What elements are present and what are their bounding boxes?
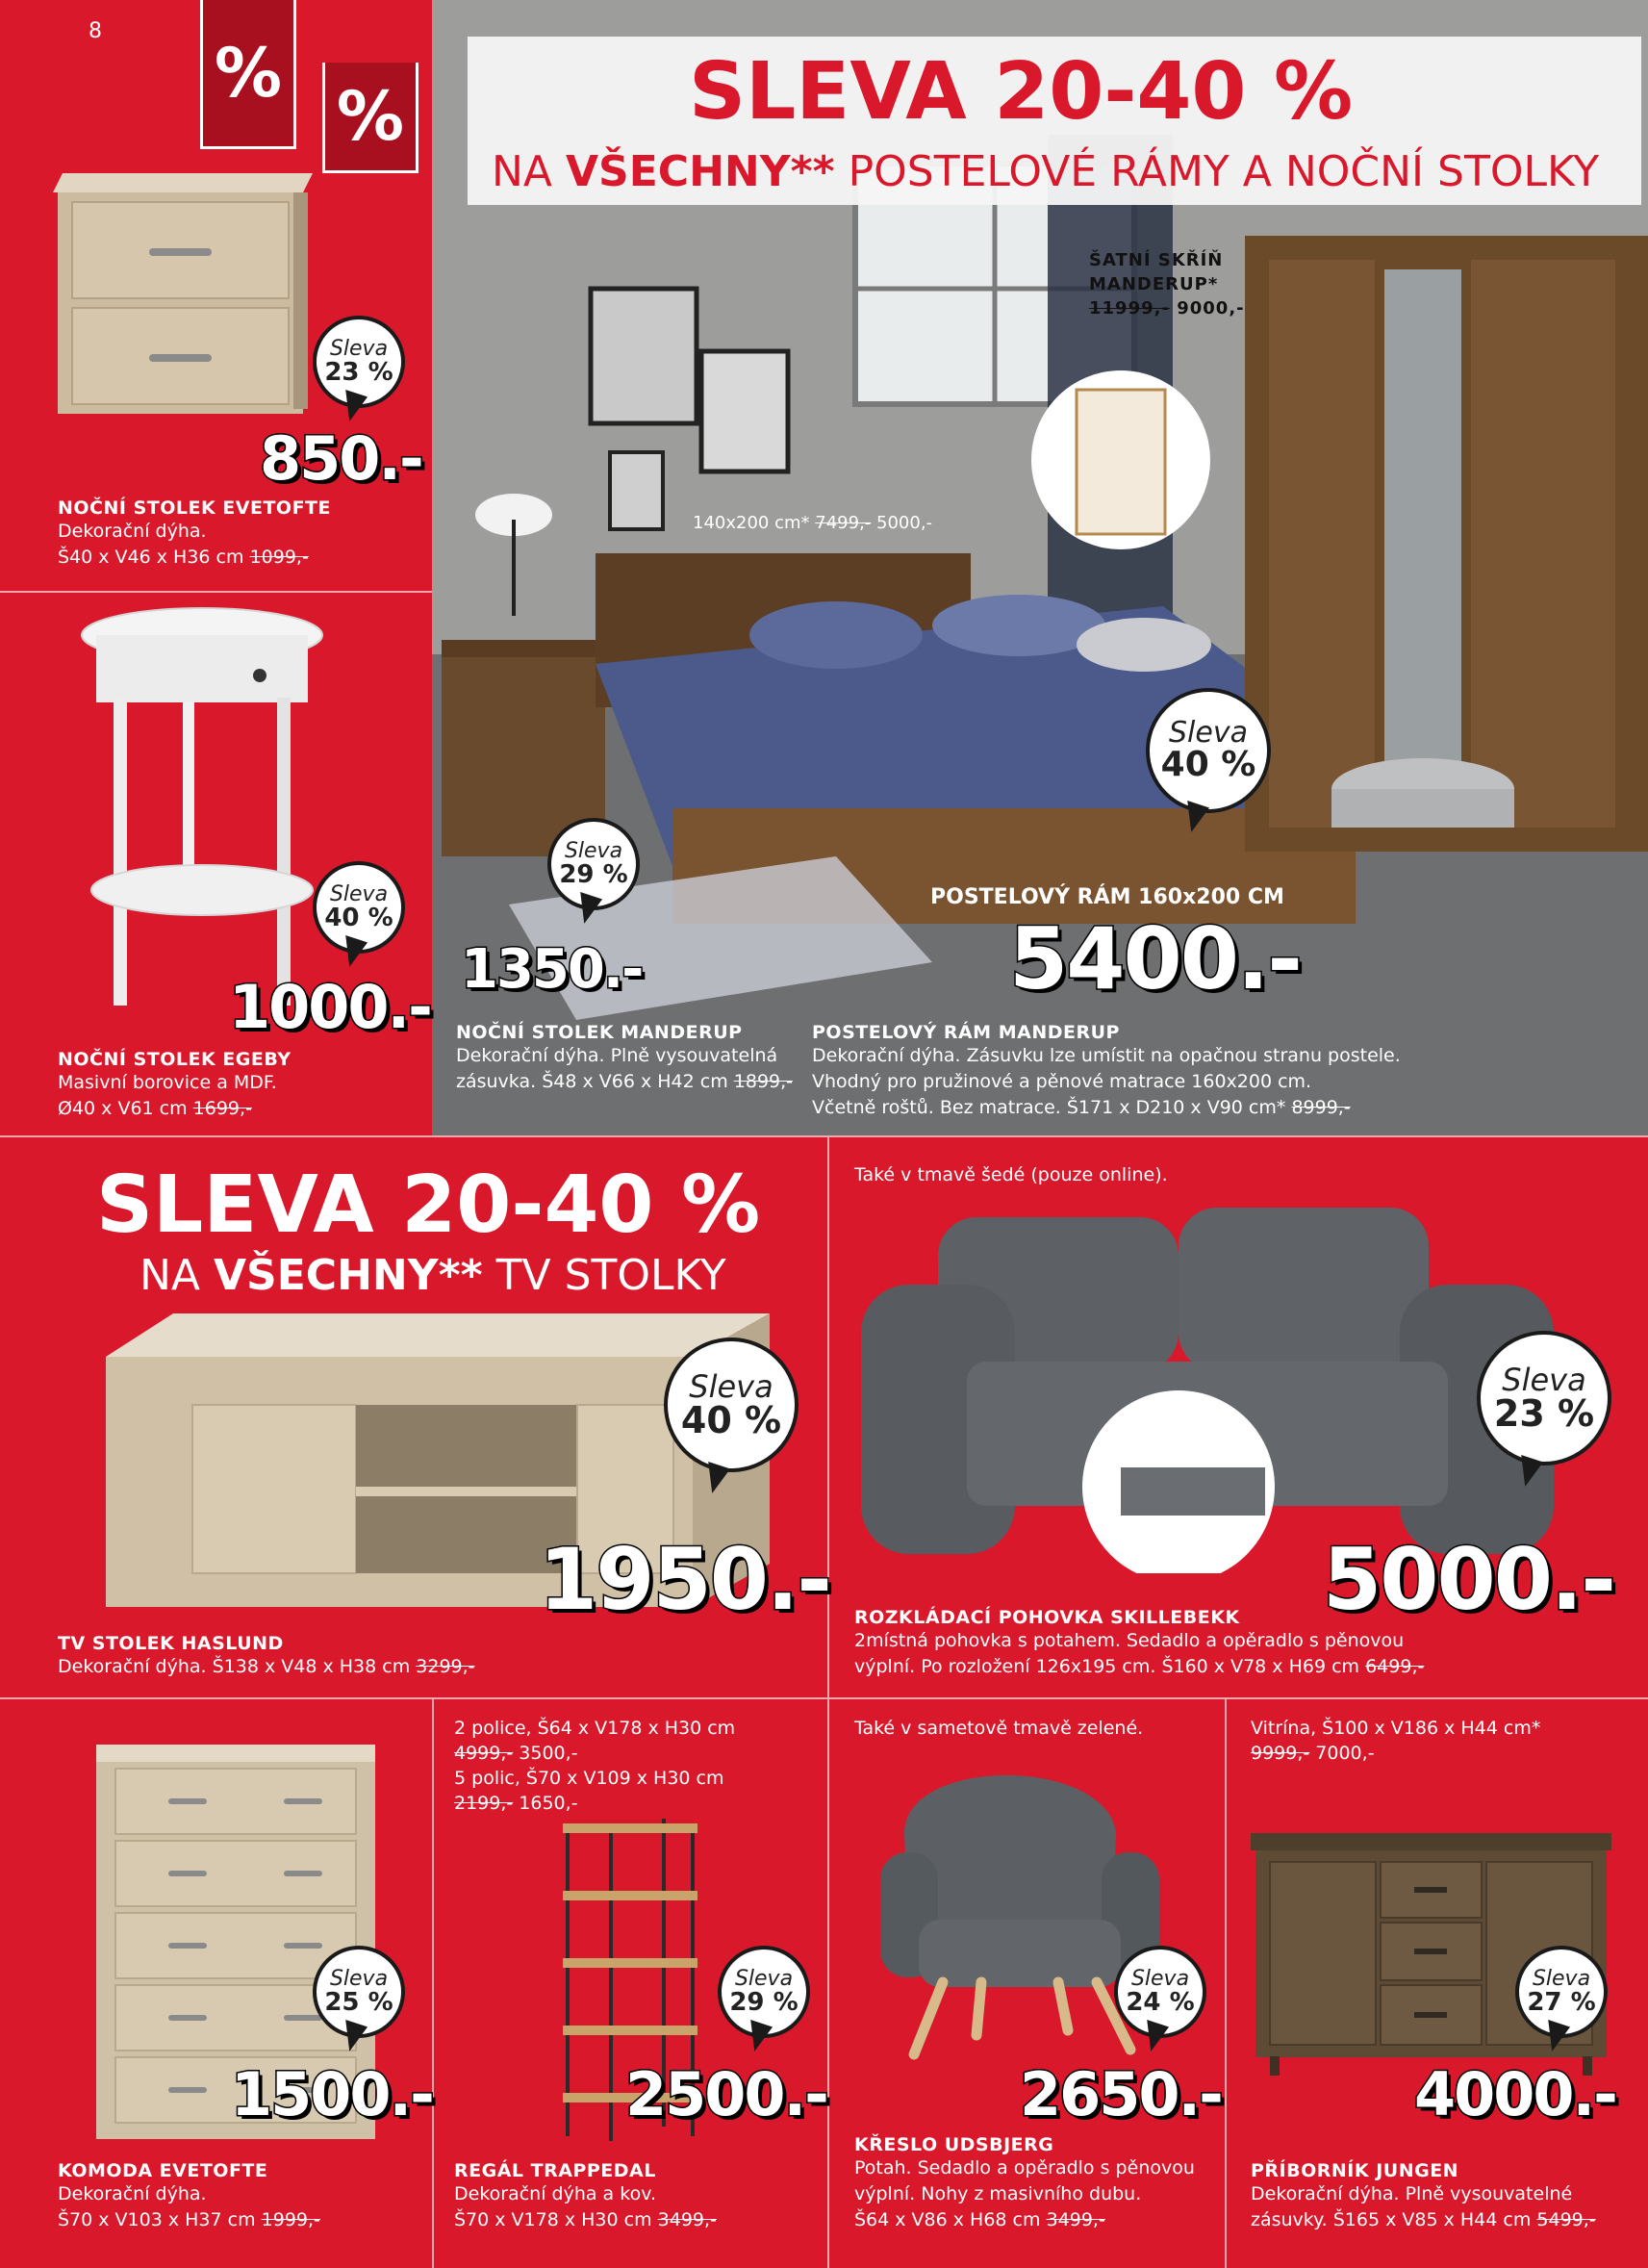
- badge-label: Sleva: [1169, 716, 1248, 750]
- jungen-text: [1251, 2160, 1635, 2233]
- divider: [0, 1135, 1648, 1137]
- komoda-badge: [313, 1946, 405, 2038]
- product-desc-2: Š70 x V178 x H30 cm: [454, 2209, 652, 2230]
- badge-label: Sleva: [1502, 1362, 1586, 1398]
- jungen-notes: [1251, 1716, 1635, 1766]
- hero-bedroom-photo: [432, 0, 1648, 1135]
- product-title: POSTELOVÝ RÁM MANDERUP: [812, 1022, 1120, 1043]
- tv-sub-bold: VŠECHNY**: [214, 1251, 483, 1300]
- divider: [1225, 1699, 1227, 2268]
- trappedal-price: 2500.-: [625, 2059, 827, 2129]
- old-price: 1099,-: [249, 547, 309, 568]
- badge-percent: 40 %: [324, 904, 393, 932]
- badge-label: Sleva: [329, 882, 389, 906]
- old-price: 1999,-: [261, 2209, 320, 2230]
- old-price: 3499,-: [1046, 2209, 1105, 2230]
- badge-percent: 24 %: [1126, 1988, 1195, 2017]
- wardrobe-label: [1089, 248, 1245, 320]
- product-desc-1: 2místná pohovka s potahem. Sedadlo a opěradlo s pěnovou: [854, 1630, 1405, 1651]
- old-price: 1899,-: [733, 1071, 794, 1092]
- trappedal-text: [454, 2160, 820, 2233]
- udsbjerg-note: Také v sametově tmavě zelené.: [854, 1718, 1144, 1739]
- product-desc-2: zásuvky. Š165 x V85 x H44 cm: [1251, 2209, 1532, 2230]
- stand-price: 1350.-: [461, 938, 643, 1001]
- product-desc-2: Š40 x V46 x H36 cm: [58, 547, 244, 568]
- percent-glyph: %: [214, 34, 283, 113]
- old-price: 1699,-: [192, 1098, 252, 1119]
- trappedal-notes: [454, 1716, 820, 1816]
- evetofte-nightstand-image: [53, 164, 322, 423]
- wardrobe-title: ŠATNÍ SKŘÍŇ: [1089, 250, 1224, 270]
- udsbjerg-text: [854, 2134, 1220, 2233]
- badge-label: Sleva: [1532, 1967, 1591, 1991]
- udsbjerg-badge: [1114, 1946, 1206, 2038]
- product-desc-1: Dekorační dýha.: [58, 521, 207, 542]
- percent-glyph: %: [336, 77, 405, 156]
- product-desc-2: výplní. Po rozložení 126x195 cm. Š160 x V78 x H69 cm: [854, 1656, 1360, 1677]
- product-desc-3: Š64 x V86 x H68 cm: [854, 2209, 1041, 2230]
- wardrobe-old-price: 11999,-: [1089, 298, 1170, 319]
- badge-percent: 40 %: [1160, 745, 1256, 784]
- evetofte-stand-badge: [313, 316, 405, 408]
- wardrobe-name: MANDERUP*: [1089, 274, 1219, 294]
- product-desc-2: zásuvka. Š48 x V66 x H42 cm: [456, 1071, 728, 1092]
- skillebekk-badge: [1477, 1331, 1611, 1465]
- egeby-nightstand-image: [77, 606, 327, 1010]
- product-title: ROZKLÁDACÍ POHOVKA SKILLEBEKK: [854, 1607, 1240, 1628]
- product-desc-1: Dekorační dýha. Plně vysouvatelná: [456, 1045, 778, 1066]
- product-desc-1: Dekorační dýha. Zásuvku lze umístit na opačnou stranu postele.: [812, 1045, 1401, 1066]
- skillebekk-price: 5000.-: [1323, 1530, 1614, 1629]
- badge-percent: 29 %: [559, 860, 628, 889]
- old-price: 6499,-: [1365, 1656, 1425, 1677]
- haslund-badge: [664, 1338, 799, 1472]
- old-price: 3499,-: [657, 2209, 717, 2230]
- badge-label: Sleva: [1130, 1967, 1190, 1991]
- old-price: 3299,-: [416, 1656, 475, 1677]
- manderup-bed-text: [812, 1022, 1447, 1121]
- hero-banner: [468, 37, 1641, 205]
- hero-headline: SLEVA 20-40 %: [689, 46, 1354, 138]
- badge-label: Sleva: [564, 839, 623, 863]
- badge-percent: 40 %: [680, 1399, 782, 1441]
- trappedal-note-2: 5 polic, Š70 x V109 x H30 cm: [454, 1768, 724, 1789]
- hero-sub-bold: VŠECHNY**: [566, 147, 835, 196]
- bed-discount-badge: [1146, 688, 1271, 813]
- trappedal-note-2-old: 2199,-: [454, 1793, 514, 1814]
- bed-small-size-label: [693, 513, 932, 533]
- haslund-text: [58, 1633, 808, 1680]
- old-price: 5499,-: [1536, 2209, 1596, 2230]
- product-desc-2: Vhodný pro pružinové a pěnové matrace 160x200 cm.: [812, 1071, 1312, 1092]
- badge-percent: 23 %: [1493, 1392, 1595, 1435]
- bed-frame-label: POSTELOVÝ RÁM 160x200 CM: [930, 885, 1284, 909]
- komoda-price: 1500.-: [231, 2059, 433, 2129]
- divider: [0, 591, 432, 593]
- egeby-price: 1000.-: [229, 972, 431, 1042]
- trappedal-note-1: 2 police, Š64 x V178 x H30 cm: [454, 1718, 736, 1739]
- skillebekk-sofa-image: [861, 1188, 1573, 1573]
- bed-price: 5400.-: [1009, 909, 1301, 1008]
- badge-label: Sleva: [329, 1967, 389, 1991]
- jungen-badge: [1515, 1946, 1608, 2038]
- tv-headline: SLEVA 20-40 %: [96, 1159, 761, 1251]
- product-title: TV STOLEK HASLUND: [58, 1633, 284, 1654]
- jungen-price: 4000.-: [1414, 2059, 1616, 2129]
- badge-label: Sleva: [734, 1967, 794, 1991]
- evetofte-stand-text: [58, 497, 423, 571]
- badge-percent: 25 %: [324, 1988, 393, 2017]
- product-desc-2: Ø40 x V61 cm: [58, 1098, 188, 1119]
- product-desc-2: Š70 x V103 x H37 cm: [58, 2209, 256, 2230]
- jungen-note-new: 7000,-: [1315, 1743, 1375, 1764]
- product-desc-1: Masivní borovice a MDF.: [58, 1072, 277, 1093]
- divider: [827, 1699, 829, 2268]
- udsbjerg-price: 2650.-: [1020, 2059, 1222, 2129]
- product-desc-1: Potah. Sedadlo a opěradlo s pěnovou: [854, 2157, 1195, 2179]
- trappedal-note-1-new: 3500,-: [519, 1743, 578, 1764]
- skillebekk-text: [854, 1607, 1624, 1680]
- percent-tag-1: [200, 0, 296, 149]
- divider: [0, 1697, 1648, 1699]
- badge-percent: 23 %: [324, 358, 393, 387]
- skillebekk-note: Také v tmavě šedé (pouze online).: [854, 1164, 1168, 1185]
- egeby-text: [58, 1049, 423, 1122]
- percent-tag-2: [322, 63, 418, 173]
- stand-discount-badge: [547, 818, 640, 910]
- divider: [432, 1699, 434, 2268]
- product-desc-1: Dekorační dýha. Š138 x V48 x H38 cm: [58, 1656, 411, 1677]
- product-desc-1: Dekorační dýha. Plně vysouvatelné: [1251, 2183, 1573, 2204]
- jungen-note-old: 9999,-: [1251, 1743, 1310, 1764]
- tv-subheadline: [139, 1251, 726, 1300]
- tv-sub-prefix: NA: [139, 1251, 214, 1300]
- badge-label: Sleva: [329, 337, 389, 361]
- product-title: NOČNÍ STOLEK EVETOFTE: [58, 497, 331, 519]
- badge-percent: 29 %: [729, 1988, 799, 2017]
- bed-small-new: 5000,-: [876, 513, 933, 533]
- product-title: NOČNÍ STOLEK EGEBY: [58, 1049, 292, 1070]
- wardrobe-new-price: 9000,-: [1177, 298, 1245, 319]
- old-price: 8999,-: [1291, 1097, 1351, 1118]
- hero-sub-prefix: NA: [492, 147, 566, 196]
- tv-sub-rest: TV STOLKY: [482, 1251, 726, 1300]
- trappedal-badge: [718, 1946, 810, 2038]
- product-desc-1: Dekorační dýha.: [58, 2183, 207, 2204]
- badge-label: Sleva: [689, 1368, 773, 1405]
- product-title: KOMODA EVETOFTE: [58, 2160, 268, 2181]
- manderup-stand-text: [456, 1022, 822, 1095]
- komoda-text: [58, 2160, 423, 2233]
- trappedal-note-1-old: 4999,-: [454, 1743, 514, 1764]
- hero-sub-rest: POSTELOVÉ RÁMY A NOČNÍ STOLKY: [834, 147, 1600, 196]
- product-desc-3: Včetně roštů. Bez matrace. Š171 x D210 x V90 cm*: [812, 1097, 1286, 1118]
- product-title: REGÁL TRAPPEDAL: [454, 2160, 656, 2181]
- bed-small-old: 7499,-: [815, 513, 872, 533]
- evetofte-stand-price: 850.-: [260, 423, 422, 494]
- egeby-badge: [313, 861, 405, 954]
- product-title: PŘÍBORNÍK JUNGEN: [1251, 2160, 1459, 2181]
- product-desc-2: výplní. Nohy z masivního dubu.: [854, 2183, 1142, 2204]
- product-title: KŘESLO UDSBJERG: [854, 2134, 1054, 2155]
- bed-small-size: 140x200 cm*: [693, 513, 810, 533]
- hero-subheadline: [492, 147, 1599, 196]
- jungen-note-1: Vitrína, Š100 x V186 x H44 cm*: [1251, 1718, 1541, 1739]
- trappedal-note-2-new: 1650,-: [519, 1793, 578, 1814]
- product-title: NOČNÍ STOLEK MANDERUP: [456, 1022, 743, 1043]
- product-desc-1: Dekorační dýha a kov.: [454, 2183, 657, 2204]
- page-number: 8: [89, 19, 102, 43]
- badge-percent: 27 %: [1527, 1988, 1596, 2017]
- haslund-price: 1950.-: [539, 1530, 830, 1629]
